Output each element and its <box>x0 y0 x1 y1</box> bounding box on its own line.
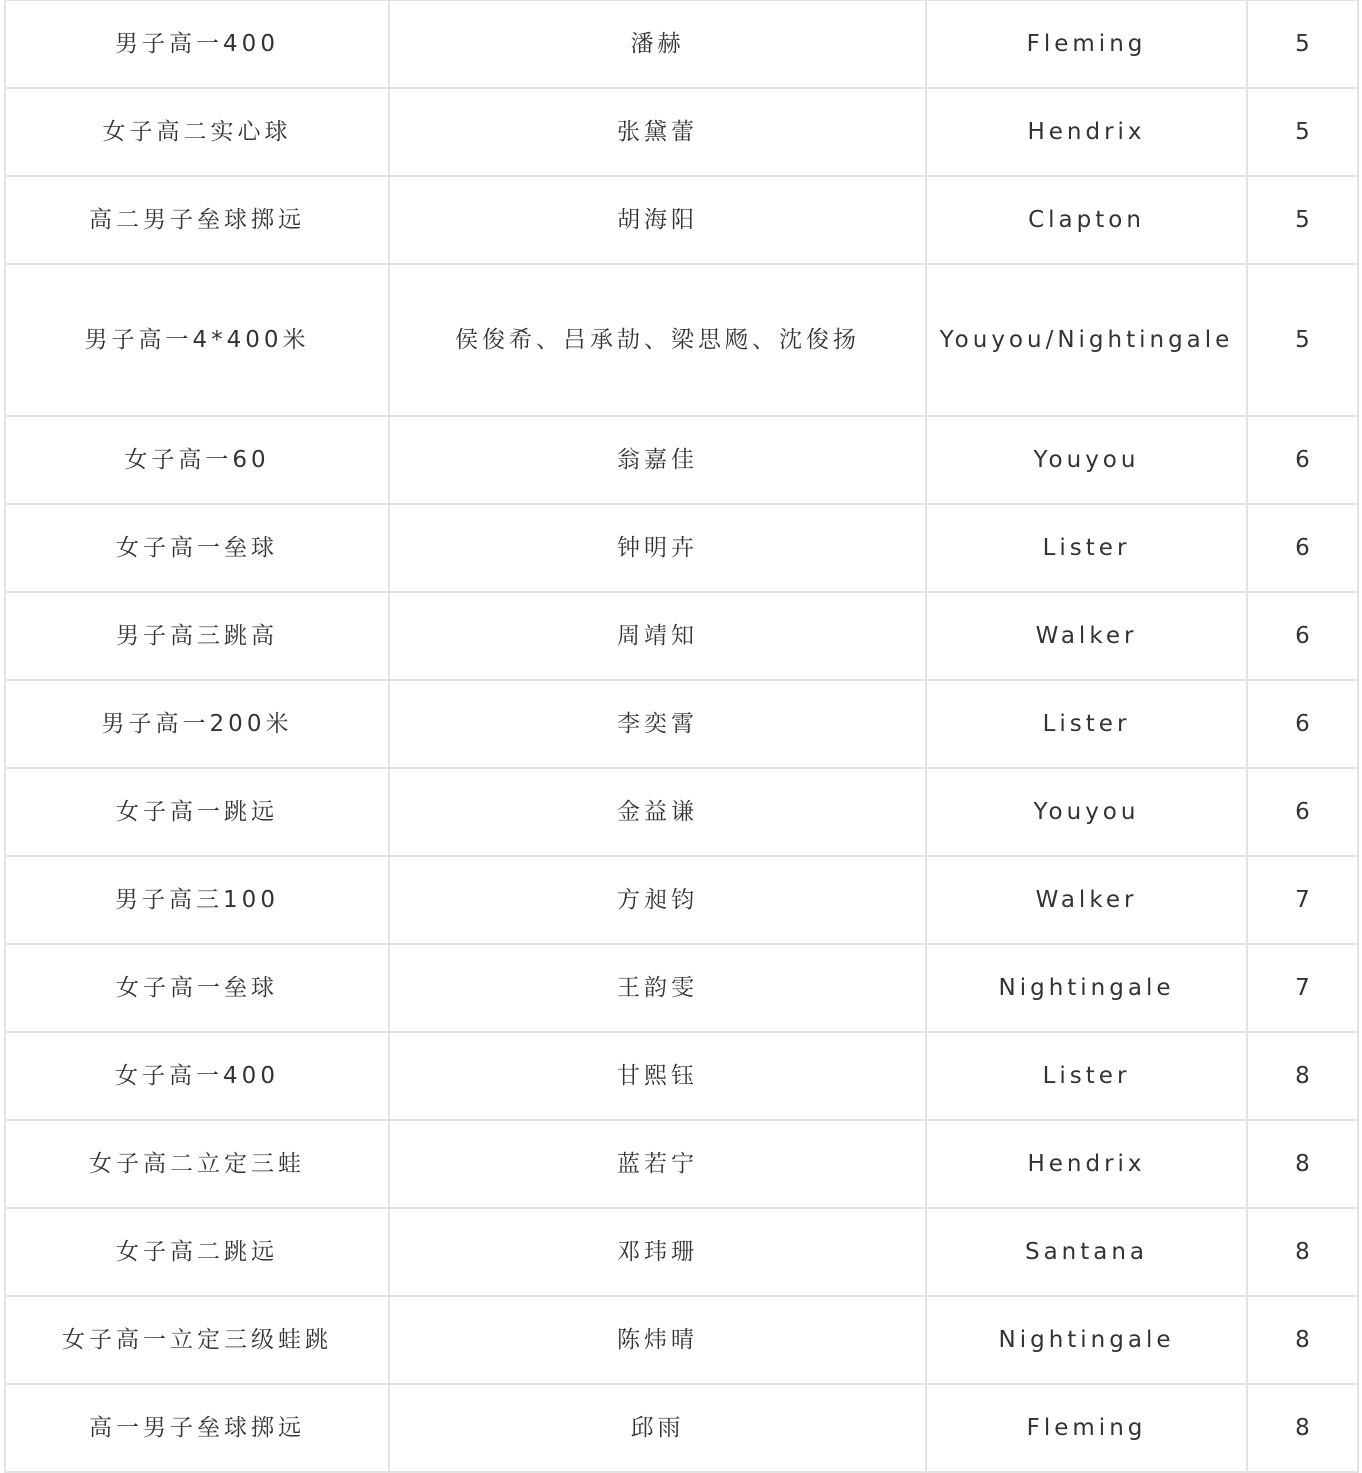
table-row <box>5 1208 1358 1296</box>
event-cell: 高二男子垒球掷远 <box>5 176 389 264</box>
results-table <box>4 0 1359 1473</box>
house-cell: Lister <box>926 1032 1247 1120</box>
house-cell: Youyou/Nightingale <box>926 264 1247 416</box>
table-row <box>5 1120 1358 1208</box>
house-cell: Youyou <box>926 416 1247 504</box>
place-cell: 5 <box>1247 88 1358 176</box>
house-cell: Santana <box>926 1208 1247 1296</box>
event-cell: 女子高一垒球 <box>5 504 389 592</box>
athlete-cell: 周靖知 <box>389 592 926 680</box>
house-cell: Walker <box>926 592 1247 680</box>
table-row <box>5 264 1358 416</box>
place-cell: 8 <box>1247 1120 1358 1208</box>
athlete-cell: 邱雨 <box>389 1384 926 1472</box>
athlete-cell: 甘熙钰 <box>389 1032 926 1120</box>
place-cell: 8 <box>1247 1296 1358 1384</box>
athlete-cell: 侯俊希、吕承劼、梁思飏、沈俊扬 <box>389 264 926 416</box>
place-cell: 8 <box>1247 1384 1358 1472</box>
event-cell: 男子高一200米 <box>5 680 389 768</box>
table-row <box>5 768 1358 856</box>
event-cell: 女子高一立定三级蛙跳 <box>5 1296 389 1384</box>
place-cell: 5 <box>1247 264 1358 416</box>
event-cell: 女子高一垒球 <box>5 944 389 1032</box>
table-row <box>5 944 1358 1032</box>
results-table-body <box>5 0 1358 1472</box>
table-row <box>5 856 1358 944</box>
table-row <box>5 1296 1358 1384</box>
athlete-cell: 翁嘉佳 <box>389 416 926 504</box>
event-cell: 男子高三100 <box>5 856 389 944</box>
event-cell: 高一男子垒球掷远 <box>5 1384 389 1472</box>
event-cell: 男子高一4*400米 <box>5 264 389 416</box>
athlete-cell: 方昶钧 <box>389 856 926 944</box>
event-cell: 女子高一60 <box>5 416 389 504</box>
table-row <box>5 680 1358 768</box>
table-row <box>5 0 1358 88</box>
place-cell: 8 <box>1247 1032 1358 1120</box>
event-cell: 女子高二实心球 <box>5 88 389 176</box>
event-cell: 女子高一跳远 <box>5 768 389 856</box>
athlete-cell: 潘赫 <box>389 0 926 88</box>
event-cell: 女子高一400 <box>5 1032 389 1120</box>
house-cell: Walker <box>926 856 1247 944</box>
house-cell: Nightingale <box>926 944 1247 1032</box>
athlete-cell: 邓玮珊 <box>389 1208 926 1296</box>
athlete-cell: 李奕霄 <box>389 680 926 768</box>
table-row <box>5 88 1358 176</box>
athlete-cell: 金益谦 <box>389 768 926 856</box>
table-row <box>5 592 1358 680</box>
place-cell: 5 <box>1247 0 1358 88</box>
place-cell: 6 <box>1247 592 1358 680</box>
place-cell: 6 <box>1247 504 1358 592</box>
results-table-container <box>4 0 1357 1473</box>
table-row <box>5 1384 1358 1472</box>
house-cell: Fleming <box>926 1384 1247 1472</box>
place-cell: 7 <box>1247 944 1358 1032</box>
event-cell: 男子高三跳高 <box>5 592 389 680</box>
place-cell: 6 <box>1247 768 1358 856</box>
house-cell: Nightingale <box>926 1296 1247 1384</box>
house-cell: Hendrix <box>926 88 1247 176</box>
athlete-cell: 蓝若宁 <box>389 1120 926 1208</box>
table-row <box>5 1032 1358 1120</box>
house-cell: Clapton <box>926 176 1247 264</box>
event-cell: 女子高二跳远 <box>5 1208 389 1296</box>
place-cell: 8 <box>1247 1208 1358 1296</box>
house-cell: Lister <box>926 680 1247 768</box>
table-row <box>5 416 1358 504</box>
place-cell: 6 <box>1247 416 1358 504</box>
house-cell: Fleming <box>926 0 1247 88</box>
house-cell: Youyou <box>926 768 1247 856</box>
house-cell: Hendrix <box>926 1120 1247 1208</box>
table-row <box>5 504 1358 592</box>
place-cell: 7 <box>1247 856 1358 944</box>
athlete-cell: 陈炜晴 <box>389 1296 926 1384</box>
athlete-cell: 王韵雯 <box>389 944 926 1032</box>
athlete-cell: 张黛蕾 <box>389 88 926 176</box>
place-cell: 6 <box>1247 680 1358 768</box>
athlete-cell: 钟明卉 <box>389 504 926 592</box>
event-cell: 男子高一400 <box>5 0 389 88</box>
place-cell: 5 <box>1247 176 1358 264</box>
event-cell: 女子高二立定三蛙 <box>5 1120 389 1208</box>
table-row <box>5 176 1358 264</box>
athlete-cell: 胡海阳 <box>389 176 926 264</box>
house-cell: Lister <box>926 504 1247 592</box>
